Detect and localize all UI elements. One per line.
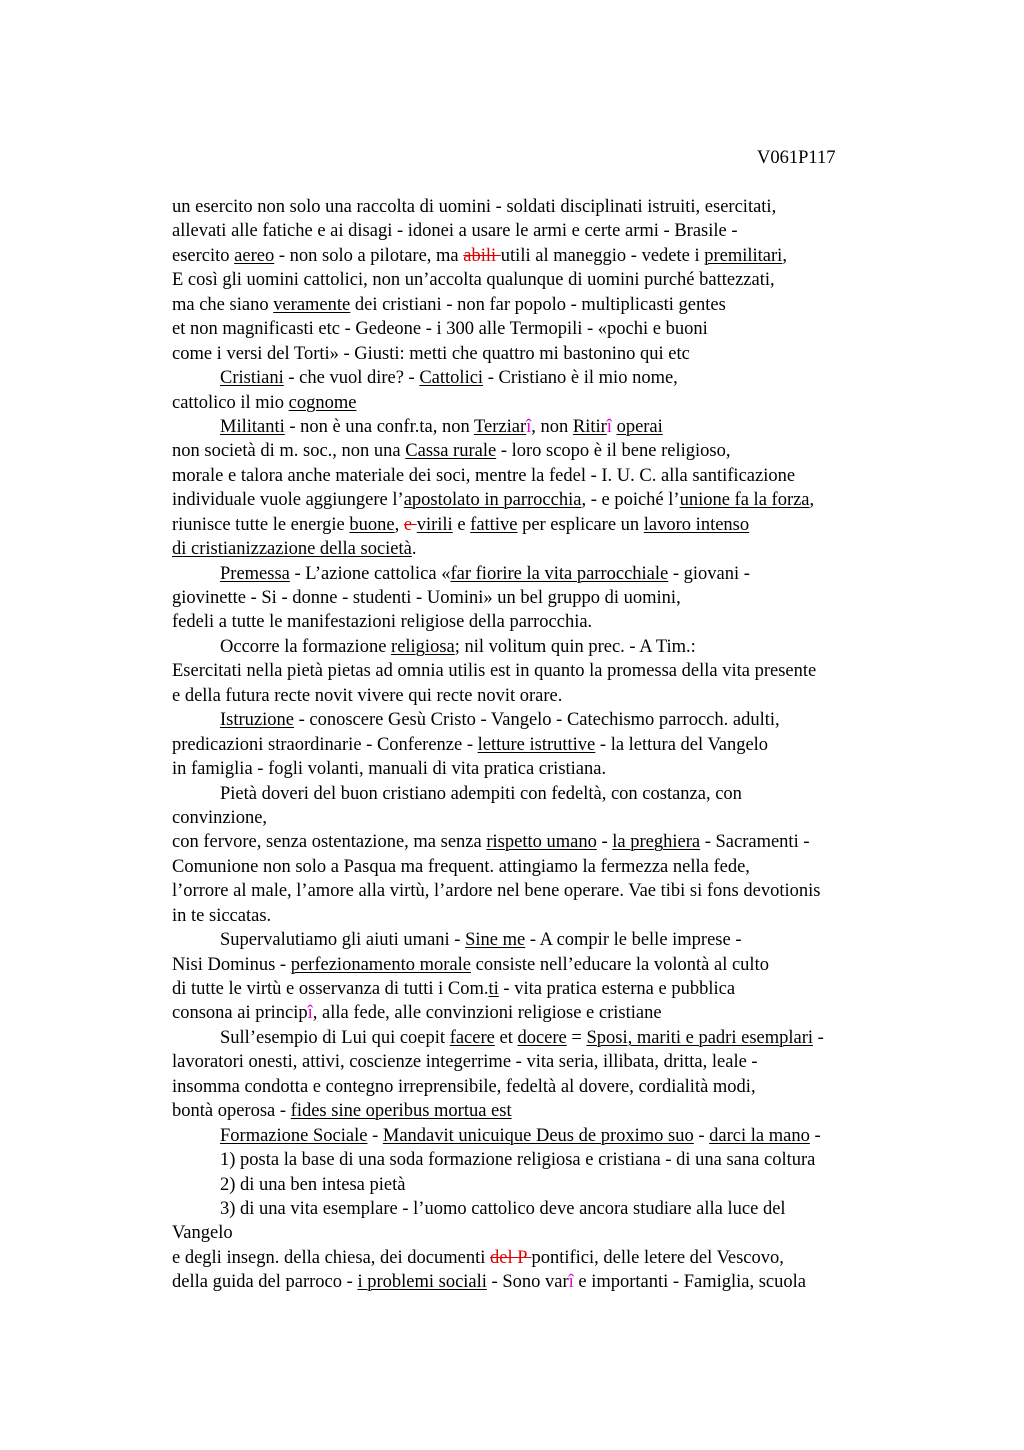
underlined-text: religiosa	[391, 636, 455, 657]
text-line	[172, 1246, 932, 1270]
text-segment: , - e poiché l’	[581, 490, 680, 511]
text-line	[172, 806, 932, 830]
underlined-text: i problemi sociali	[357, 1272, 487, 1293]
text-line	[172, 439, 932, 463]
text-line	[172, 317, 932, 341]
page-identifier: V061P117	[757, 148, 836, 168]
text-segment: - la lettura del Vangelo	[595, 734, 769, 755]
underlined-text: cognome	[288, 392, 357, 413]
text-segment: cattolico il mio	[172, 392, 289, 413]
text-line	[172, 1124, 932, 1148]
underlined-text: docere	[517, 1027, 567, 1048]
text-segment: 1) posta la base di una soda formazione religiosa e cristiana - di una sana coltura	[220, 1150, 816, 1171]
underlined-text: buone	[349, 514, 395, 535]
text-line	[172, 1050, 932, 1074]
text-segment: Comunione non solo a Pasqua ma frequent. attingiamo la fermezza nella fede,	[172, 856, 750, 877]
text-segment: e	[452, 514, 471, 535]
text-line	[172, 1148, 932, 1172]
text-segment: e degli insegn. della chiesa, dei documenti	[172, 1247, 490, 1268]
underlined-text: Ritir	[572, 416, 607, 437]
text-segment: pontifici, delle letere del Vescovo,	[531, 1247, 784, 1268]
text-segment: convinzione,	[172, 807, 268, 828]
text-segment: e importanti - Famiglia, scuola	[573, 1272, 806, 1293]
text-segment: ma che siano	[172, 294, 274, 315]
text-segment: esercito	[172, 245, 235, 266]
text-line	[172, 977, 932, 1001]
text-segment: bontà operosa -	[172, 1101, 291, 1122]
text-segment: - vita pratica esterna e pubblica	[498, 979, 736, 999]
text-line	[172, 268, 932, 292]
text-segment: - A compir le belle imprese -	[525, 930, 742, 951]
accent-mark: î	[568, 1272, 574, 1293]
text-segment: individuale vuole aggiungere l’	[172, 490, 404, 511]
underlined-text: premilitari	[704, 245, 783, 266]
text-line	[172, 219, 932, 243]
text-segment: e della futura recte novit vivere qui recte novit orare.	[172, 685, 563, 706]
text-segment: , non	[531, 416, 573, 437]
underlined-text: lavoro intenso	[643, 514, 750, 535]
underlined-text: fattive	[470, 514, 518, 535]
text-line	[172, 195, 932, 219]
underlined-text: Formazione Sociale	[220, 1125, 368, 1146]
text-line	[172, 928, 932, 952]
underlined-text: Cattolici	[419, 368, 484, 389]
underlined-text: Istruzione	[220, 710, 294, 731]
text-line	[172, 879, 932, 903]
accent-mark: î	[606, 416, 612, 437]
underlined-text: operai	[616, 416, 663, 437]
underlined-text: facere	[449, 1027, 495, 1048]
underlined-text: perfezionamento morale	[290, 954, 472, 975]
text-line	[172, 855, 932, 879]
underlined-text: Sine me	[465, 930, 526, 951]
text-line	[172, 830, 932, 854]
text-segment: ,	[782, 245, 787, 266]
text-segment: E così gli uomini cattolici, non un’accolta qualunque di uomini purché battezzati,	[172, 270, 775, 291]
text-segment: per esplicare un	[517, 514, 644, 535]
text-line	[172, 1221, 932, 1245]
text-segment: -	[367, 1125, 383, 1146]
underlined-text: virili	[416, 514, 453, 535]
text-segment: allevati alle fatiche e ai disagi - idonei a usare le armi e certe armi - Brasile -	[172, 221, 738, 242]
text-line	[172, 342, 932, 366]
text-line	[172, 586, 932, 610]
underlined-text: apostolato in parrocchia	[403, 490, 582, 511]
text-segment: predicazioni straordinarie - Conferenze -	[172, 734, 478, 755]
text-segment: et non magnificasti etc - Gedeone - i 300 alle Termopili - «pochi e buoni	[172, 319, 708, 340]
underlined-text: la preghiera	[612, 832, 701, 853]
text-line	[172, 610, 932, 634]
underlined-text: rispetto umano	[486, 832, 597, 853]
underlined-text: Cristiani	[220, 368, 284, 389]
text-line	[172, 562, 932, 586]
text-segment: 3) di una vita esemplare - l’uomo cattolico deve ancora studiare alla luce del	[220, 1198, 786, 1219]
text-segment: insomma condotta e contegno irreprensibile, fedeltà al dovere, cordialità modi,	[172, 1076, 756, 1097]
text-segment: 2) di una ben intesa pietà	[220, 1174, 406, 1195]
text-segment: ,	[394, 514, 404, 535]
text-segment: della guida del parroco -	[172, 1272, 358, 1293]
text-segment: - loro scopo è il bene religioso,	[496, 441, 731, 462]
text-segment: lavoratori onesti, attivi, coscienze integerrime - vita seria, illibata, dritta, leale -	[172, 1052, 758, 1073]
text-line	[172, 1099, 932, 1123]
text-line	[172, 782, 932, 806]
text-segment: di tutte le virtù e osservanza di tutti i Com.	[172, 979, 489, 999]
text-line	[172, 1270, 932, 1294]
underlined-text: fides sine operibus mortua est	[290, 1101, 512, 1122]
text-segment: -	[813, 1027, 824, 1048]
text-segment: - Sacramenti -	[700, 832, 810, 853]
underlined-text: Sposi, mariti e padri esemplari	[586, 1027, 814, 1048]
underlined-text: di cristianizzazione della società	[172, 539, 412, 560]
text-line	[172, 513, 932, 537]
accent-mark: î	[526, 416, 532, 437]
underlined-text: Premessa	[220, 563, 290, 584]
text-segment: - Cristiano è il mio nome,	[483, 368, 678, 389]
underlined-text: aereo	[234, 245, 275, 266]
accent-mark: î	[307, 1003, 313, 1024]
underlined-text: far fiorire la vita parrocchiale	[450, 563, 669, 584]
text-segment: .	[411, 539, 417, 560]
text-segment: - Sono var	[486, 1272, 569, 1293]
text-segment: -	[596, 832, 613, 853]
text-line	[172, 1075, 932, 1099]
text-segment: dei cristiani - non far popolo - multiplicasti gentes	[350, 294, 726, 315]
underlined-text: Mandavit unicuique Deus de proximo suo	[382, 1125, 694, 1146]
text-line	[172, 1001, 932, 1025]
text-segment: -	[809, 1125, 821, 1146]
text-segment: utili al maneggio - vedete i	[500, 245, 705, 266]
underlined-text: veramente	[273, 294, 351, 315]
text-line	[172, 1173, 932, 1197]
text-line	[172, 293, 932, 317]
text-line	[172, 659, 932, 683]
text-line	[172, 757, 932, 781]
text-segment: , alla fede, alle convinzioni religiose e cristiane	[312, 1003, 662, 1024]
underlined-text: Cassa rurale	[405, 441, 497, 462]
text-line	[172, 1197, 932, 1221]
underlined-text: unione fa la forza	[679, 490, 810, 511]
struck-out-text: e	[403, 514, 417, 535]
text-line	[172, 953, 932, 977]
text-segment: - non è una confr.ta, non	[284, 416, 474, 437]
text-segment: - L’azione cattolica «	[289, 563, 451, 584]
text-segment: un esercito non solo una raccolta di uomini - soldati disciplinati istruiti, esercitati,	[172, 197, 777, 217]
underlined-text: Militanti	[220, 416, 285, 437]
underlined-text: letture istruttive	[477, 734, 596, 755]
underlined-text: Terziar	[474, 416, 527, 437]
text-segment: Esercitati nella pietà pietas ad omnia utilis est in quanto la promessa della vita presente	[172, 661, 817, 682]
text-segment: =	[566, 1027, 587, 1048]
text-line	[172, 1026, 932, 1050]
text-segment: - non solo a pilotare, ma	[274, 245, 464, 266]
text-line	[172, 684, 932, 708]
text-line	[172, 415, 932, 439]
text-segment: giovinette - Si - donne - studenti - Uomini» un bel gruppo di uomini,	[172, 588, 681, 608]
text-line	[172, 733, 932, 757]
text-line	[172, 366, 932, 390]
struck-out-text: del P	[490, 1247, 532, 1268]
text-segment: consiste nell’educare la volontà al culto	[471, 954, 769, 975]
text-segment: con fervore, senza ostentazione, ma senza	[172, 832, 487, 853]
text-segment: Nisi Dominus -	[172, 954, 291, 975]
manuscript-body	[172, 195, 932, 1295]
text-line	[172, 537, 932, 561]
text-line	[172, 708, 932, 732]
text-segment: Vangelo	[172, 1223, 233, 1244]
text-segment: -	[693, 1125, 710, 1146]
text-segment: Sull’esempio di Lui qui coepit	[220, 1027, 450, 1048]
text-segment: - giovani -	[668, 563, 750, 584]
text-segment: in famiglia - fogli volanti, manuali di vita pratica cristiana.	[172, 759, 607, 780]
text-segment: in te siccatas.	[172, 905, 272, 926]
text-segment: ,	[809, 490, 815, 511]
text-segment: Occorre la formazione	[220, 636, 392, 657]
text-segment: - che vuol dire? -	[283, 368, 420, 389]
text-segment: consona ai princip	[172, 1003, 308, 1024]
text-segment: ; nil volitum quin prec. - A Tim.:	[454, 636, 696, 657]
struck-out-text: abili	[463, 245, 501, 266]
text-segment: morale e talora anche materiale dei soci, mentre la fedel - I. U. C. alla santificazione	[172, 465, 796, 486]
text-segment: l’orrore al male, l’amore alla virtù, l’ardore nel bene operare. Vae tibi si fons devotionis	[172, 881, 821, 902]
text-segment: Pietà doveri del buon cristiano adempiti con fedeltà, con costanza, con	[220, 783, 742, 804]
text-segment: et	[494, 1027, 518, 1048]
text-line	[172, 635, 932, 659]
text-line	[172, 904, 932, 928]
text-line	[172, 391, 932, 415]
text-segment: riunisce tutte le energie	[172, 514, 350, 535]
text-segment: - conoscere Gesù Cristo - Vangelo - Catechismo parrocch. adulti,	[293, 710, 780, 731]
text-segment: Supervalutiamo gli aiuti umani -	[220, 930, 466, 951]
text-segment: non società di m. soc., non una	[172, 441, 406, 462]
text-segment: fedeli a tutte le manifestazioni religiose della parrocchia.	[172, 612, 593, 633]
underlined-text: ti	[488, 979, 499, 999]
text-line	[172, 464, 932, 488]
underlined-text: darci la mano	[709, 1125, 810, 1146]
text-line	[172, 244, 932, 268]
text-line	[172, 488, 932, 512]
text-segment: come i versi del Torti» - Giusti: metti che quattro mi bastonino qui etc	[172, 343, 690, 364]
